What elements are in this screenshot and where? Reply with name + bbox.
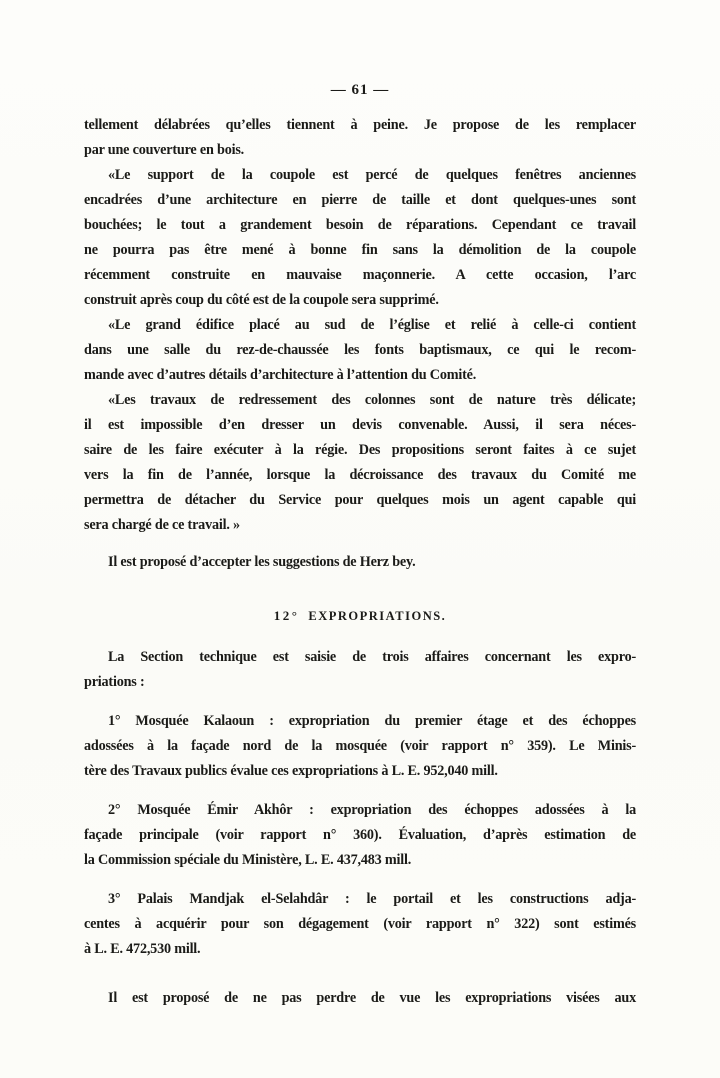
text-line: construit après coup du côté est de la coupole sera supprimé.	[84, 292, 439, 308]
text-line: 2° Mosquée Émir Akhôr : expropriation des échoppes adossées à la	[108, 802, 636, 818]
text-line: vers la fin de l’année, lorsque la décroissance des travaux du Comité me	[84, 467, 636, 483]
text-line: à L. E. 472,530 mill.	[84, 941, 201, 957]
text-line: Il est proposé de ne pas perdre de vue les expropriations visées aux	[108, 990, 636, 1006]
paragraph-item-1-mosquee-kalaoun	[84, 709, 636, 784]
paragraph-proposal-herz-bey	[84, 550, 636, 575]
text-line: tellement délabrées qu’elles tiennent à peine. Je propose de les remplacer	[84, 117, 636, 133]
paragraph-quote-support-coupole	[84, 163, 636, 313]
text-line: ne pourra pas être mené à bonne fin sans la démolition de la coupole	[84, 242, 636, 258]
paragraph-item-2-mosquee-emir-akhor	[84, 798, 636, 873]
section-heading-number: 12°	[273, 608, 300, 623]
paragraph-quote-travaux-redressement	[84, 388, 636, 538]
text-line: par une couverture en bois.	[84, 142, 244, 158]
text-line: «Le grand édifice placé au sud de l’église et relié à celle-ci contient	[108, 317, 636, 333]
text-line: sera chargé de ce travail. »	[84, 517, 240, 533]
section-heading	[84, 603, 636, 629]
text-line: dans une salle du rez-de-chaussée les fonts baptismaux, ce qui le recom-	[84, 342, 636, 358]
page-body	[84, 113, 636, 1011]
paragraph-section-intro	[84, 645, 636, 695]
text-line: 1° Mosquée Kalaoun : expropriation du premier étage et des échoppes	[108, 713, 636, 729]
text-line: permettra de détacher du Service pour quelques mois un agent capable qui	[84, 492, 636, 508]
text-line: La Section technique est saisie de trois affaires concernant les expro-	[108, 649, 636, 665]
text-line: façade principale (voir rapport n° 360). Évaluation, d’après estimation de	[84, 827, 636, 843]
paragraph-continuation	[84, 113, 636, 163]
text-line: récemment construite en mauvaise maçonnerie. A cette occasion, l’arc	[84, 267, 636, 283]
text-line: Il est proposé d’accepter les suggestions de Herz bey.	[108, 554, 416, 570]
section-heading-title: EXPROPRIATIONS.	[308, 609, 447, 623]
text-line: 3° Palais Mandjak el-Selahdâr : le portail et les constructions adja-	[108, 891, 636, 907]
text-line: «Le support de la coupole est percé de quelques fenêtres anciennes	[108, 167, 636, 183]
text-line: centes à acquérir pour son dégagement (voir rapport n° 322) sont estimés	[84, 916, 636, 932]
text-line: «Les travaux de redressement des colonnes sont de nature très délicate;	[108, 392, 636, 408]
paragraph-quote-grand-edifice	[84, 313, 636, 388]
page-number: — 61 —	[330, 82, 390, 98]
text-line: priations :	[84, 674, 145, 690]
text-line: tère des Travaux publics évalue ces expropriations à L. E. 952,040 mill.	[84, 763, 498, 779]
paragraph-closing-continuation	[84, 986, 636, 1011]
text-line: la Commission spéciale du Ministère, L. E. 437,483 mill.	[84, 852, 412, 868]
text-line: il est impossible d’en dresser un devis convenable. Aussi, il sera néces-	[84, 417, 636, 433]
paragraph-item-3-palais-mandjak	[84, 887, 636, 962]
text-line: saire de les faire exécuter à la régie. Des propositions seront faites à ce sujet	[84, 442, 636, 458]
text-line: adossées à la façade nord de la mosquée (voir rapport n° 359). Le Minis-	[84, 738, 636, 754]
text-line: encadrées d’une architecture en pierre de taille et dont quelques-unes sont	[84, 192, 636, 208]
text-line: mande avec d’autres détails d’architecture à l’attention du Comité.	[84, 367, 477, 383]
text-line: bouchées; le tout a grandement besoin de réparations. Cependant ce travail	[84, 217, 636, 233]
